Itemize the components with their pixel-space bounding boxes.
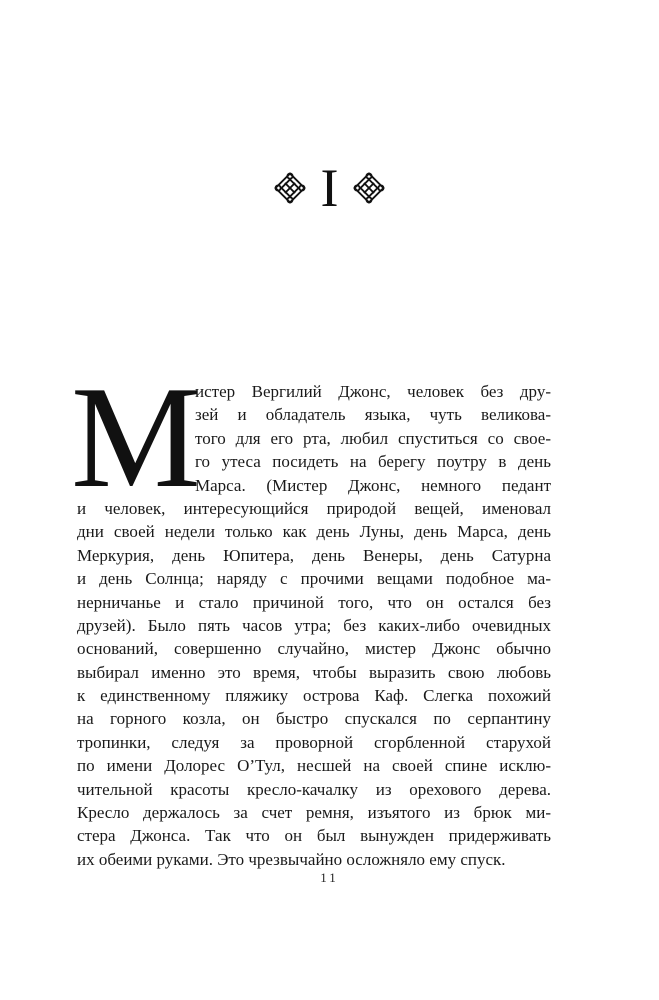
text-line: и день Солнца; наряду с прочими вещами подобное ма-	[77, 569, 551, 589]
text-line: зей и обладатель языка, чуть великова-	[195, 405, 551, 425]
text-line: друзей). Было пять часов утра; без каких-либо очевидных	[77, 615, 551, 635]
text-line: Кресло держалось за счет ремня, изъятого из брюк ми-	[77, 803, 551, 823]
text-line: нерничанье и стало причиной того, что он остался без	[77, 592, 551, 612]
text-line: оснований, совершенно случайно, мистер Джонс обычно	[77, 639, 551, 659]
text-line: истер Вергилий Джонс, человек без дру-	[195, 382, 551, 401]
text-line: Марса. (Мистер Джонс, немного педант	[195, 475, 551, 495]
text-line: их обеими руками. Это чрезвычайно осложняло ему спуск.	[77, 849, 506, 869]
text-line: и человек, интересующийся природой вещей, именовал	[77, 498, 551, 518]
chapter-heading	[0, 160, 659, 216]
text-line: на горного козла, он быстро спускался по серпантину	[77, 709, 551, 729]
celtic-knot-icon	[273, 171, 307, 205]
text-line: тропинки, следуя за проворной сгорбленной старухой	[77, 732, 551, 752]
text-line: к единственному пляжику острова Каф. Слегка похожий	[77, 686, 551, 706]
drop-cap: М	[71, 356, 201, 518]
chapter-numeral: I	[320, 158, 339, 218]
text-line: стера Джонса. Так что он был вынужден придерживать	[77, 826, 551, 846]
text-line: го утеса посидеть на берегу поутру в день	[195, 452, 551, 472]
body-paragraph	[71, 356, 551, 871]
celtic-knot-icon	[352, 171, 386, 205]
text-line: Меркурия, день Юпитера, день Венеры, день Сатурна	[77, 545, 551, 565]
text-line: дни своей недели только как день Луны, день Марса, день	[77, 522, 551, 542]
text-line: выбирал именно это время, чтобы выразить свою любовь	[77, 662, 551, 682]
text-line: чительной красоты кресло-качалку из орехового дерева.	[77, 779, 551, 799]
text-line: того для его рта, любил спуститься со свое-	[195, 428, 551, 448]
page-number: 11	[320, 870, 339, 885]
text-line: по имени Долорес О’Тул, несшей на своей спине исклю-	[77, 756, 551, 776]
